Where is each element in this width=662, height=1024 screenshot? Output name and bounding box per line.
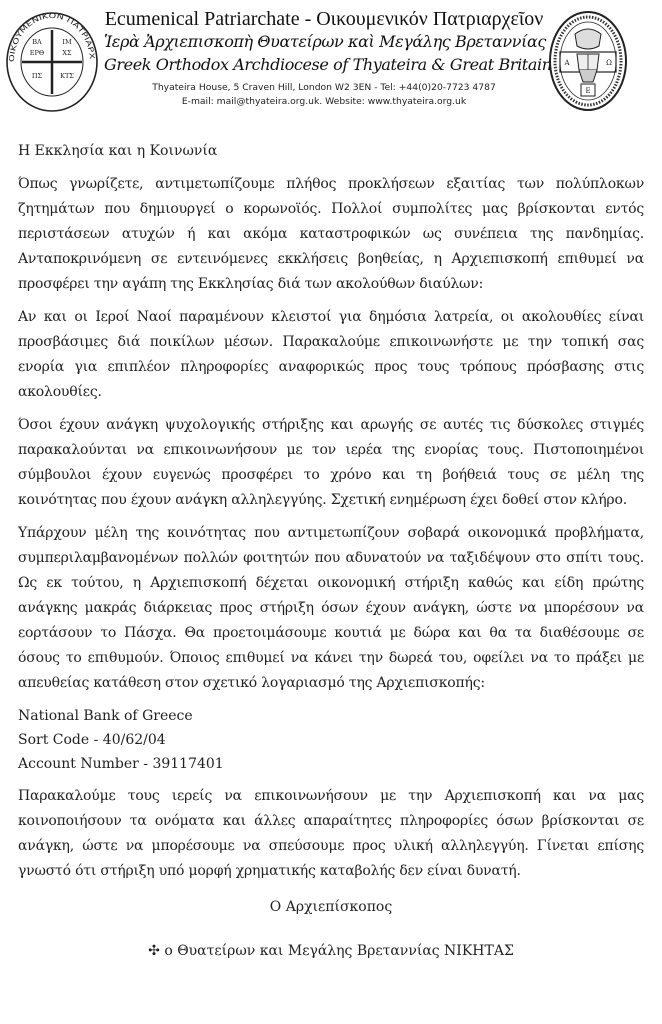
signature	[18, 938, 644, 964]
account-number: Account Number - 39117401	[18, 756, 224, 772]
letter-body	[18, 138, 644, 964]
archdiocese-seal-icon	[548, 10, 628, 112]
bank-details	[18, 704, 644, 776]
letter-title: Η Εκκλησία και η Κοινωνία	[18, 143, 218, 159]
closing-paragraph: Παρακαλούμε τους ιερείς να επικοινωνήσουν με την Αρχιεπισκοπή και να μας κοινοποιήσουν τα ονόματα και άλλες απαραίτητες πληροφορίες όσων βρίσκονται σε ανάγκη, ώστε να μπορέσουμε να σπεύσουμε προς υλική αλληλεγγύη. Γίνεται επίσης γνωστό ότι στήριξη υπό μορφή χρηματικής καταβολής δεν είναι δυνατή.	[18, 788, 644, 879]
paragraph: Όπως γνωρίζετε, αντιμετωπίζουμε πλήθος προκλήσεων εξαιτίας των πολύπλοκων ζητημάτων που δημιουργεί ο κορωνοϊός. Πολλοί συμπολίτες μας βρίσκονται εντός περιστάσεων ατυχών ή και ακόμα καταστροφικών ως συνέπεια της πανδημίας. Ανταποκρινόμενη σε εντεινόμενες εκκλήσεις βοηθείας, η Αρχιεπισκοπή επιθυμεί να προσφέρει την αγάπη της Εκκλησίας διά των ακολούθων διαύλων:	[18, 176, 644, 292]
seal-letters: ΒΑ	[32, 38, 42, 46]
seal-letters: ΕΡΘ	[29, 49, 45, 57]
seal-letters: ΚΤΣ	[60, 72, 74, 80]
seal-letters: Ω	[606, 59, 612, 67]
seal-letters: Α	[564, 59, 570, 67]
address-line: Thyateira House, 5 Craven Hill, London W2 3EN - Tel: +44(0)20-7723 4787	[152, 82, 496, 93]
paragraph: Αν και οι Ιεροί Ναοί παραμένουν κλειστοί για δημόσια λατρεία, οι ακολουθίες είναι προσβάσιμες διά ποικίλων μέσων. Παρακαλούμε επικοινωνήστε με την τοπική σας ενορία για επιπλέον πληροφορίες αναφορικώς προς τους τρόπους πρόσβασης στις ακολουθίες.	[18, 309, 644, 400]
patriarchate-name: Ecumenical Patriarchate - Οικουμενικόν Πατριαρχεῖον	[104, 8, 544, 30]
bank-name: National Bank of Greece	[18, 708, 193, 724]
cross-icon: ✣	[148, 943, 160, 959]
archdiocese-name-english: Greek Orthodox Archdiocese of Thyateira & Great Britain	[104, 55, 552, 74]
seal-letters: Ε	[585, 87, 591, 95]
seal-letters: ΠΣ	[31, 72, 43, 80]
paragraph: Όσοι έχουν ανάγκη ψυχολογικής στήριξης και αρωγής σε αυτές τις δύσκολες στιγμές παρακαλούνται να επικοινωνήσουν με τον ιερέα της ενορίας τους. Πιστοποιημένοι σύμβουλοι έχουν ευγενώς προσφέρει το χρόνο και τη βοήθειά τους σε μέλη της κοινότητας που έχουν ανάγκη αλληλεγγύης. Σχετική ενημέρωση έχει δοθεί στον κλήρο.	[18, 417, 644, 508]
signature-role: Ο Αρχιεπίσκοπος	[269, 899, 393, 915]
contact-line: E-mail: mail@thyateira.org.uk. Website: www.thyateira.org.uk	[181, 96, 467, 107]
letterhead	[0, 0, 662, 124]
paragraph: Υπάρχουν μέλη της κοινότητας που αντιμετωπίζουν σοβαρά οικονομικά προβλήματα, συμπεριλαμβανομένων πολλών φοιτητών που αδυνατούν να ταξιδέψουν στο σπίτι τους. Ως εκ τούτου, η Αρχιεπισκοπή δέχεται οικονομική στήριξη καθώς και είδη πρώτης ανάγκης μακράς διάρκειας προς στήριξη όσων έχουν ανάγκη, ώστε να μπορέσουν να εορτάσουν το Πάσχα. Θα προετοιμάσουμε κουτιά με δώρα και θα τα διαθέσουμε σε όσους το επιθυμούν. Όποιος επιθυμεί να κάνει την δωρεά του, οφείλει να το πράξει με απευθείας κατάθεση στον σχετικό λογαριασμό της Αρχιεπισκοπής:	[18, 525, 644, 691]
signature-name: ο Θυατείρων και Μεγάλης Βρεταννίας ΝΙΚΗΤΑΣ	[164, 943, 514, 959]
patriarchate-seal-icon	[6, 8, 98, 112]
archdiocese-name-greek: Ἱερὰ Ἀρχιεπισκοπὴ Θυατείρων καὶ Μεγάλης Βρεταννίας	[104, 32, 546, 51]
seal-left-text: ΟΙΚΟΥΜΕΝΙΚΟΝ ΠΑΤΡΙΑΡΧ	[7, 11, 96, 63]
sort-code: Sort Code - 40/62/04	[18, 732, 166, 748]
letterhead-text	[104, 8, 552, 109]
seal-letters: ΙΜ	[62, 38, 72, 46]
seal-letters: ΧΣ	[62, 49, 72, 57]
